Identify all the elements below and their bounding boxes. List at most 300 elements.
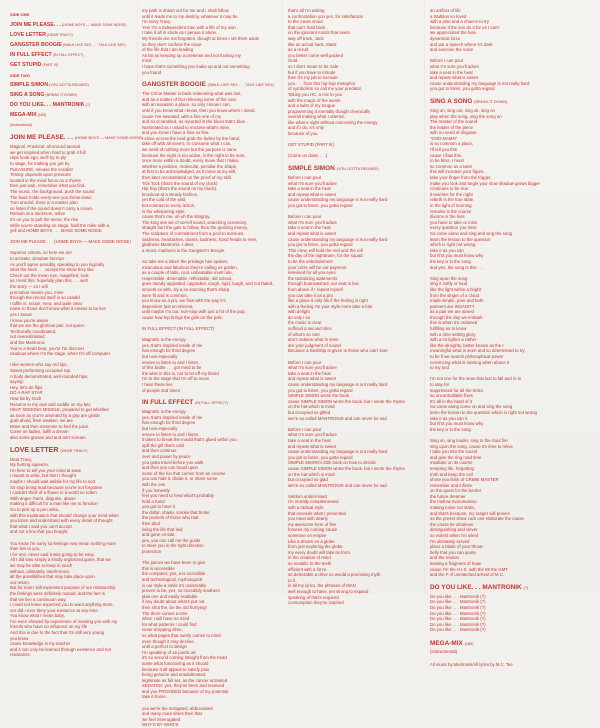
lyric-line: straight hurt the gals to follow, then the gushing money,: [142, 225, 248, 231]
lyric-line: learn the lesson to the question: [430, 236, 491, 242]
column-divider: [282, 0, 283, 594]
lyric-line: Because a hardship is given to those who can't lose: [288, 348, 388, 354]
lyric-line: but if you have to intrude: [288, 69, 336, 75]
lyric-line: so I don't mean to be rude: [288, 63, 339, 69]
lyric-line: The sculpture of commitment from a pool to avenues,: [142, 230, 245, 236]
lyric-line: miraculous and fabulous they're calling us golden,: [142, 264, 238, 270]
lyric-line: yes, that's inspired inside of me: [142, 342, 203, 348]
lyric-line: some what functioning as it should: [142, 660, 209, 666]
lyric-line: Timing: depends upon pressure: [10, 172, 71, 178]
lyric-line: you got to have it: [142, 504, 176, 510]
lyric-line: the key is in the song: [430, 426, 471, 432]
lyric-line: is so common a place,: [430, 141, 474, 147]
lyric-line: cause that's me, uh-uh the stingray.: [142, 214, 211, 220]
lyric-line: cause how hip brings the girls on the pole.: [142, 314, 224, 320]
lyric-line: take a seat in the heat: [288, 225, 331, 231]
lyric-line: All I did was simply a kindly organized guise, that we: [10, 557, 111, 563]
lyric-line: Move and then someone to feel the juice.: [10, 423, 90, 429]
lyric-line: I'm in the stage that I'm off to move: [142, 376, 210, 382]
lyric-line: with the magic of the words: [288, 97, 341, 103]
lyric-line: consumption they've inspired: [288, 600, 344, 606]
lyric-line: but occupied so gifted: [288, 409, 331, 415]
lyric-line: JOIN ME PLEASE . . . (HOME BOYS — MAKE SOME NOISE): [10, 239, 131, 245]
lyric-line: has enough for third degree: [142, 348, 196, 354]
lyric-line: So come alone and sing and sing the song: [430, 230, 513, 236]
column-2: [142, 8, 274, 728]
lyric-line: with a feeling I'm your style more take a bite: [288, 303, 373, 309]
lyric-line: It's all in the hand of it: [430, 398, 472, 404]
lyric-line: The music, the background, push the sound: [10, 188, 95, 194]
lyric-line: do only I so: [288, 314, 311, 320]
lyric-line: what I'm sure you'll adore: [288, 365, 337, 371]
lyric-line: I'm here to tell you your mind at ease: [10, 467, 82, 473]
lyric-line: Do you like . . . Mantronik (?): [430, 610, 486, 616]
lyric-line: tempting life, forgetting: [430, 465, 474, 471]
lyric-line: in the light of morning: [430, 203, 472, 208]
lyric-line: saying:: [10, 379, 24, 385]
song-title: DO YOU LIKE. . . MANTRONIK (?): [430, 583, 529, 591]
lyric-line: the tantalizing statements: [288, 275, 338, 281]
lyric-line: the feelings were definitely mutual, and the fact is: [10, 590, 105, 596]
lyric-line: dynamical force: [430, 35, 461, 41]
lyric-line: and you PROVIDED because of my potential: [142, 688, 229, 694]
lyric-line: well enough to have, yet strong to expand: [288, 588, 369, 594]
lyric-line: an artifact of life: [430, 8, 461, 13]
lyrics-do-you-like: [430, 594, 580, 633]
lyric-line: feel you need to feed what's probably: [142, 493, 214, 499]
lyric-line: So take me a token the privilege has spoken,: [142, 258, 229, 264]
lyric-line: that's all I'm asking: [288, 8, 325, 13]
lyric-line: I tuffle in, scope, mea, and quite clear: [10, 300, 83, 306]
lyric-line: Nominated as I unlaid to enclose what's mine,: [142, 124, 231, 130]
lyric-line: we're so called MANTRONIX and can never be sad: [288, 482, 387, 488]
lyric-line: making noise not static,: [430, 505, 476, 511]
lyric-line: than lies to you,: [10, 546, 41, 552]
lyric-line: I know you're aware: [10, 317, 49, 323]
lyric-line: with a plan and a chance to try: [430, 19, 489, 25]
lyric-line: what the heck . . . accept the show they like: [10, 267, 94, 273]
lyric-line: with the one: [142, 481, 166, 487]
lyric-line: you gotta travel before you walk: [142, 459, 204, 465]
lyric-line: even though it may decline: [142, 638, 194, 644]
track-name: JOIN ME PLEASE. . .: [10, 21, 62, 28]
lyric-line: and give the ring road time: [430, 454, 482, 460]
lyric-line: with no need of disguise: [430, 130, 477, 136]
lyric-line: so uncontrollable fixes: [430, 393, 473, 399]
lyric-line: all the possibilities that may take place upon: [10, 574, 95, 580]
lyric-line: the cause be whatever: [430, 521, 474, 527]
lyric-line: smooth so with, sly a so stunning that's sharp: [142, 286, 230, 292]
lyric-line: Dear Tracy,: [10, 456, 33, 462]
lyric-line: As you'll agree possibly, speaking to you logically: [10, 261, 105, 267]
lyric-line: and then you can boast upon: [142, 465, 198, 471]
lyric-line: programming it mentally though chemically: [288, 108, 371, 114]
lyric-line: from the singer of a cloud: [430, 292, 480, 298]
track-subtitle: (PART III): [41, 62, 59, 67]
track-subtitle: (?): [84, 103, 90, 108]
lyric-line: to be the entertainment: [288, 258, 333, 264]
lyric-line: and exercise the voice: [430, 47, 474, 53]
lyric-line: as a couple of tabs, cool, unbeatable must rule,: [142, 270, 234, 276]
lyric-line: Go to pick up a pen write,: [10, 507, 60, 512]
lyric-line: to be if we search philosophical power: [430, 354, 504, 360]
lyric-line: friends who have no influence on my life: [10, 624, 88, 630]
lyric-line: you have to take or miss: [430, 219, 478, 225]
lyric-line: to the mean snout: [288, 19, 323, 25]
lyric-line: The Crime Master is back redeeming what was lost,: [142, 91, 242, 97]
lyric-line: You're a heart beat, you're I'm discreet: [10, 345, 84, 351]
lyric-line: but occupied so glad: [288, 477, 328, 483]
lyric-line: I hope that's something you make up and not something: [142, 63, 250, 69]
lyric-line: you got to listen, you gotta regard: [288, 242, 353, 248]
lyrics-sing-a-song: [430, 108, 580, 578]
lyric-line: because of you: [288, 131, 318, 137]
lyric-line: if any doubt about what's put out: [142, 599, 205, 605]
lyric-line: The there comes a time: [142, 610, 188, 616]
track-name: MEGA-MIX: [10, 112, 37, 119]
lyric-line: what I'm sure you'll adore: [288, 219, 337, 225]
lyric-line: of the life that I am leading: [142, 47, 193, 53]
lyric-line: GET STUPID (PART III): [288, 142, 334, 148]
lyric-line: So come along come on and sing the song: [430, 404, 513, 410]
lyric-line: PLEASURE, release the vocalist: [10, 166, 73, 172]
lyric-line: we may be able to keep in touch: [10, 562, 73, 568]
lyric-line: cause I've sweated, with a fine one of my: [142, 113, 222, 119]
lyric-line: I'm speaking of an poetic air: [142, 649, 196, 655]
lyric-line: continues to be true: [430, 186, 469, 192]
track-subtitle: (185): [36, 113, 47, 118]
track-title: [10, 22, 126, 28]
lyric-line: fulfilling us to know: [430, 326, 467, 332]
lyric-line: You know what I mean baby,: [10, 613, 65, 619]
lyric-line: way off track, Jack: [288, 35, 324, 41]
lyric-line: and as a matter of fact relieving some of the cost,: [142, 96, 237, 102]
lyric-line: Come on ladies, fulfill a dream: [10, 429, 69, 435]
lyrics-simple-simon: [288, 175, 416, 606]
lyric-line: this is accessible: [142, 565, 175, 571]
track-subtitle: (BREAK IT DOWN): [44, 93, 77, 98]
lyric-line: WHY'S BY WHO'S: [142, 722, 179, 728]
lyric-line: without, ultimately, interference: [10, 568, 70, 574]
lyric-line: with a time setting glory: [430, 331, 476, 337]
track-title: [10, 112, 126, 118]
lyric-line: then later reconstituted on the proof of my skill.: [142, 175, 233, 181]
lyric-line: the wise in this is, not to let off my blood: [142, 370, 219, 376]
track-title: [10, 82, 126, 88]
lyric-line: so violent when I'm silent: [430, 533, 479, 539]
lyric-line: take it as you can: [430, 247, 464, 253]
track-name: IN FULL EFFECT: [10, 51, 52, 58]
lyric-line: we get inspired when hard to grab it full: [10, 149, 86, 155]
lyric-line: SEDATED: yes, they've been and received: [142, 683, 225, 689]
lyric-line: and many more times then that: [142, 711, 202, 717]
lyric-line: Resume to my own and cuddle on my bar,: [10, 401, 92, 407]
lyric-line: This crew, will hold the reel and the roll: [288, 247, 363, 253]
side-one-tracks: [10, 22, 126, 68]
lyric-line: you got to listen, you gotta regard: [288, 203, 353, 208]
lyric-line: with this explanation that should change your mind when: [10, 512, 119, 518]
lyric-line: on the quest for the border: [430, 488, 482, 494]
lyric-line: and yes, the song is this . . .: [430, 264, 484, 270]
lyric-line: to my lord: [430, 365, 450, 371]
lyric-line: located in the mind focus on a rhyme: [10, 177, 81, 183]
lyric-line: as a result,: [288, 47, 310, 53]
lyric-line: you found.: [142, 69, 163, 75]
lyrics-gangster-boogie: [142, 91, 274, 393]
lyric-line: cause understanding my language is not really hard: [288, 382, 388, 387]
lyric-line: play when the song, sing the song on: [430, 113, 502, 119]
lyric-line: yes I swear: [10, 312, 32, 317]
track-title: [10, 42, 126, 48]
lyric-line: because the night is too active, is the night to be sure,: [142, 152, 246, 158]
lyric-line: (Come on down . . .): [288, 153, 328, 159]
lyric-line: you better come well packed: [288, 52, 343, 58]
lyric-line: a music madness is the Gangster's Boogie.: [142, 247, 226, 253]
lyric-line: don't redeem what is seen: [288, 337, 339, 343]
lyric-line: SIMPLE SIMON wrote the book: [288, 393, 349, 399]
lyric-line: and the F of unmatched arrival of M.C.: [430, 572, 505, 578]
lyric-line: Hips hook ego, we'll try to ply: [10, 155, 67, 161]
lyric-line: on the ignorant minds that seem: [288, 30, 351, 36]
lyric-line: as a pair we are aimed: [430, 309, 474, 315]
lyric-line: my awesome form of fine: [288, 521, 337, 527]
lyric-line: place a blade of your throat: [430, 544, 483, 550]
lyric-line: the dollar, shade, smoke that broke: [142, 509, 210, 515]
lyric-line: we need of nothing more but the purpose is sane,: [142, 147, 238, 153]
lyric-line: remains is the course: [430, 208, 472, 214]
lyric-line: Do you like . . . Mantronik (?): [430, 627, 486, 633]
lyric-line: convincing what is missing when above it: [430, 359, 510, 365]
lyric-line: through the day we embark: [430, 314, 483, 320]
track-name: SIMPLE SIMON: [10, 82, 48, 89]
lyric-line: then shut the, be the old hurrying!: [142, 604, 207, 610]
song-title: MEGA-MIX (185): [430, 639, 474, 647]
lyric-line: to steer you in the right direction: [142, 543, 204, 549]
lyric-line: the computer, yes, a is incredible: [142, 571, 206, 577]
lyric-line: it teaches for the night: [430, 191, 473, 197]
lyric-line: my every doubt will take its form: [288, 549, 350, 555]
lyric-line: My hurting squeeze,: [10, 462, 50, 468]
lyric-line: HEAT SEEKING MISSILE, prepared to get whistled: [10, 407, 109, 413]
lyric-line: made simple, poet and both: [430, 298, 484, 304]
lyric-line: because if the son do it for us I can't: [430, 24, 500, 30]
lyric-line: yes, you can call me the guide: [142, 537, 201, 543]
lyric-line: you can hide it, divide it, or share some: [142, 476, 218, 482]
lyric-line: of what's so rare: [288, 331, 320, 337]
lyric-line: that exceeds what I presented: [288, 510, 346, 516]
lyric-line: on the hat which is mind: [288, 471, 335, 477]
lyric-line: How fat by God!: [10, 395, 42, 401]
lyric-line: knockout at a steady fashion,: [142, 191, 199, 197]
lyric-line: whether a position, molecular, peculiar the shape,: [142, 163, 238, 169]
lyric-line: to it: [288, 577, 296, 583]
lyric-line: it's so second coming straight from the heart: [142, 655, 228, 661]
lyric-line: Do you like . . . Mantronik (?): [430, 604, 486, 610]
lyric-line: I'll tell you this: [430, 147, 457, 153]
lyric-line: name to those don't know what it means to be live: [10, 306, 106, 312]
lyric-line: I could not leave expected you to want anything more,: [10, 602, 114, 608]
lyric-line: every question you miss: [430, 225, 477, 231]
lyric-line: are your judgment of sound: [288, 342, 341, 348]
lyric-line: yes, that's inspired inside of me: [142, 414, 203, 420]
track-subtitle: (DEAR TRACY): [45, 32, 73, 37]
lyric-line: cause understanding my language is not really hard: [288, 197, 388, 203]
track-subtitle: (instrumental): [10, 123, 33, 128]
lyric-line: Do you like . . . Mantronik (?): [430, 599, 486, 605]
lyric-line: proven to be, yes, so incredibly southern: [142, 588, 220, 594]
track-name: GANGSTER BOOGIE: [10, 41, 62, 48]
lyric-line: protection: [142, 549, 162, 555]
lyric-line: SIMPLE SIMON's little book on how to decide: [288, 460, 376, 466]
track-subtitle: (HOME BOYS — MAKE SOME NOISE): [61, 22, 127, 27]
lyric-line: Hey, let's do flips: [10, 384, 43, 390]
lyric-line: the day of the nightmare, for the squad: [288, 253, 363, 259]
lyric-line: sing upon the song, cause it's time to relive: [430, 443, 513, 449]
lyric-line: shore you think of CRIME MASTER: [430, 477, 499, 483]
lyric-line: so the preset show curb one elaborate the cause: [430, 516, 524, 522]
lyric-line: Before I can pour: [430, 58, 464, 64]
lyric-line: so delectable a drive so would a promising myth: [288, 572, 381, 578]
lyric-line: we're so called MANTRONIX and can never be sad: [288, 415, 387, 421]
lyric-line: and it can only be learned through existence and not: [10, 646, 111, 652]
song-title: SING A SONG (BREAK IT DOWN): [430, 97, 508, 105]
lyric-line: never dropping dime,: [142, 627, 183, 633]
lyric-line: as soon as you're anointed by a grip are gristle: [10, 412, 100, 418]
lyric-line: you meet with dearly: [288, 516, 328, 522]
lyric-line: through brainwashed, our seat is low: [288, 281, 359, 287]
lyric-line: were fit and is common,: [142, 292, 188, 298]
lyric-line: and repeat what is sweet: [288, 443, 337, 449]
track-title: [10, 62, 126, 68]
lyric-line: you know: [10, 635, 29, 641]
lyric-line: emcee to listen to and I listen,: [142, 431, 200, 437]
lyric-line: IN FULL EFFECT (IN FULL EFFECT): [142, 326, 215, 332]
lyric-line: take a seat in the heat: [288, 437, 331, 443]
track-name: DO YOU LIKE. . . MANTRONIK: [10, 102, 85, 109]
lyric-line: As far as keeping up a pretense and not fucking my: [142, 52, 241, 58]
lyric-line: a tradition so loved: [430, 13, 467, 19]
track-title: [10, 52, 126, 58]
lyric-line: until maybe I'm out, non-stop with just a hit of the pop,: [142, 309, 246, 315]
lyric-line: once more within a doubt, every move that I make,: [142, 158, 240, 164]
lyric-line: take a seat in the heat: [430, 69, 473, 75]
track-title: [10, 32, 126, 38]
lyric-line: So stop being mad because you're not forgotten: [10, 484, 103, 490]
song-title: IN FULL EFFECT (IN FULL EFFECT): [142, 399, 228, 407]
lyric-line: not overestimated: [10, 334, 45, 340]
lyric-line: saidness, heartaches, drama, badness, hand heads to rese,: [142, 236, 258, 242]
lyric-line: at first to be acknowledged, as it move at my will,: [142, 169, 237, 175]
lyric-line: like what a night without conceiving the energy: [288, 119, 378, 125]
lyric-line: The master of the sound: [430, 119, 478, 125]
lyric-line: over and power by peace: [142, 453, 191, 459]
lyric-line: in the creation of mind: [288, 555, 331, 561]
side-one-label: SIDE ONE: [10, 12, 30, 17]
lyric-line: is the whispering style,: [142, 208, 186, 214]
lyric-line: emcee to listen to and I listen,: [142, 359, 200, 365]
lyric-line: of this battle . . . got mind to be: [142, 365, 202, 371]
lyrics-in-full-effect-continued: [288, 8, 416, 159]
lyric-line: You know I'm sorry so feelings now mean nothing more: [10, 540, 117, 546]
lyric-line: the story — so I will: [10, 284, 48, 290]
lyric-line: the pockets of those who had: [142, 515, 199, 521]
lyric-line: suppressed for all the tricks: [430, 387, 483, 393]
lyric-line: that what I said you can't accept: [10, 523, 72, 529]
lyric-line: until if you know what I know, then you know where I stand,: [142, 107, 256, 113]
lyric-line: rebirth is the true state: [430, 197, 474, 203]
lyric-line: our return.: [10, 579, 31, 585]
lyric-line: like the almighty, better known as the I: [430, 342, 504, 348]
lyric-line: The pieces we have been to give: [142, 560, 206, 566]
lyric-line: I for one, never said it was going to be easy.: [10, 551, 95, 557]
column-divider: [424, 0, 425, 594]
lyric-line: cause knowledge is my teacher: [10, 641, 71, 647]
lyric-line: the music is clear: [288, 320, 322, 326]
lyric-line: Turn around, there is a master plan: [10, 200, 78, 206]
lyric-line: the future dreamer: [430, 493, 466, 499]
lyric-line: as I lend this, hopefully plan this . . . well: [10, 278, 88, 284]
lyric-line: leaving a fragment of hope: [430, 561, 482, 566]
lyric-line: And this is due to the fact that I'm still very young: [10, 630, 105, 636]
lyric-line: through the record itself is so candid: [10, 295, 80, 301]
lyric-line: so metallic to the teeth: [288, 561, 332, 566]
lyric-line: distinguishing and clever: [430, 527, 478, 533]
lyric-line: Technically coordinated,: [10, 328, 57, 334]
credits: All music by Mantronik/All lyrics by M.C. Tee: [430, 662, 513, 668]
lyric-line: take a seat in the heat: [288, 370, 331, 376]
lyric-line: mind: [142, 58, 152, 64]
lyric-line: overall making what I uttered,: [288, 114, 345, 120]
lyric-line: but first you must know why: [430, 421, 484, 427]
lyric-line: promotion means you, mine: [10, 289, 64, 295]
lyric-line: which is right not wrong: [430, 242, 476, 248]
lyric-line: yell and HOME BOYS . . . MAKE SOME NOISE: [10, 228, 102, 234]
lyric-line: cause understanding my language is not really hard: [430, 80, 530, 86]
lyric-line: take off with all mine's, to consume what I can,: [142, 141, 232, 147]
lyric-line: speaking of that's required: [288, 594, 339, 600]
lyric-line: televised for all you eyes: [288, 270, 336, 276]
lyric-line: so what pages that surely comes to mind: [142, 632, 221, 638]
track-title: [10, 92, 126, 98]
song-title: LOVE LETTER (DEAR TRACY): [10, 446, 88, 454]
lyrics-simple-simon-continued: [430, 8, 580, 92]
lyric-line: and repeat what is sweet: [288, 230, 337, 236]
lyric-line: and the Mantronix: [10, 339, 45, 345]
lyric-line: to stage, for making you get by: [10, 160, 70, 166]
lyrics-love-letter: [10, 457, 126, 658]
track-name: GET STUPID: [10, 61, 42, 68]
lyric-line: goes steady upgraded, upgraded, rough, rigid, tough, and not faded,: [142, 281, 274, 287]
lyric-line: with a radical style: [288, 505, 324, 511]
column-1: [10, 8, 143, 658]
lyric-line: I'm ultimately served: [430, 538, 470, 544]
lyric-line: for what patterns I could find: [142, 621, 197, 627]
lyric-line: living the life that lied: [142, 526, 183, 532]
lyric-line: that we live a continuum way.: [10, 596, 67, 602]
lyric-line: Tick Tock (that's the sound of my clock): [142, 180, 218, 186]
lyric-line: I'm not one for the seas that lost to fall and in to: [430, 376, 522, 382]
lyric-line: Before I can pour: [288, 214, 322, 220]
lyric-line: in all my lyrics, the phrases of MAN: [288, 583, 356, 589]
lyric-line: The king one we of sorrell sound, searching ceremony,: [142, 219, 248, 225]
lyrics-join-me-please: [10, 144, 131, 441]
lyric-line: gladness Mantronix. I dear,: [142, 242, 195, 248]
lyric-line: Sing on, sing out, sing ok, sing on: [430, 107, 495, 113]
lyric-line: Check out the mean eye, magnified, look: [10, 272, 89, 278]
lyric-line: your circle will be our payment: [288, 264, 347, 270]
lyric-line: dependent fast on interest,: [142, 303, 194, 309]
lyric-line: sufficed a second slice: [288, 326, 332, 332]
